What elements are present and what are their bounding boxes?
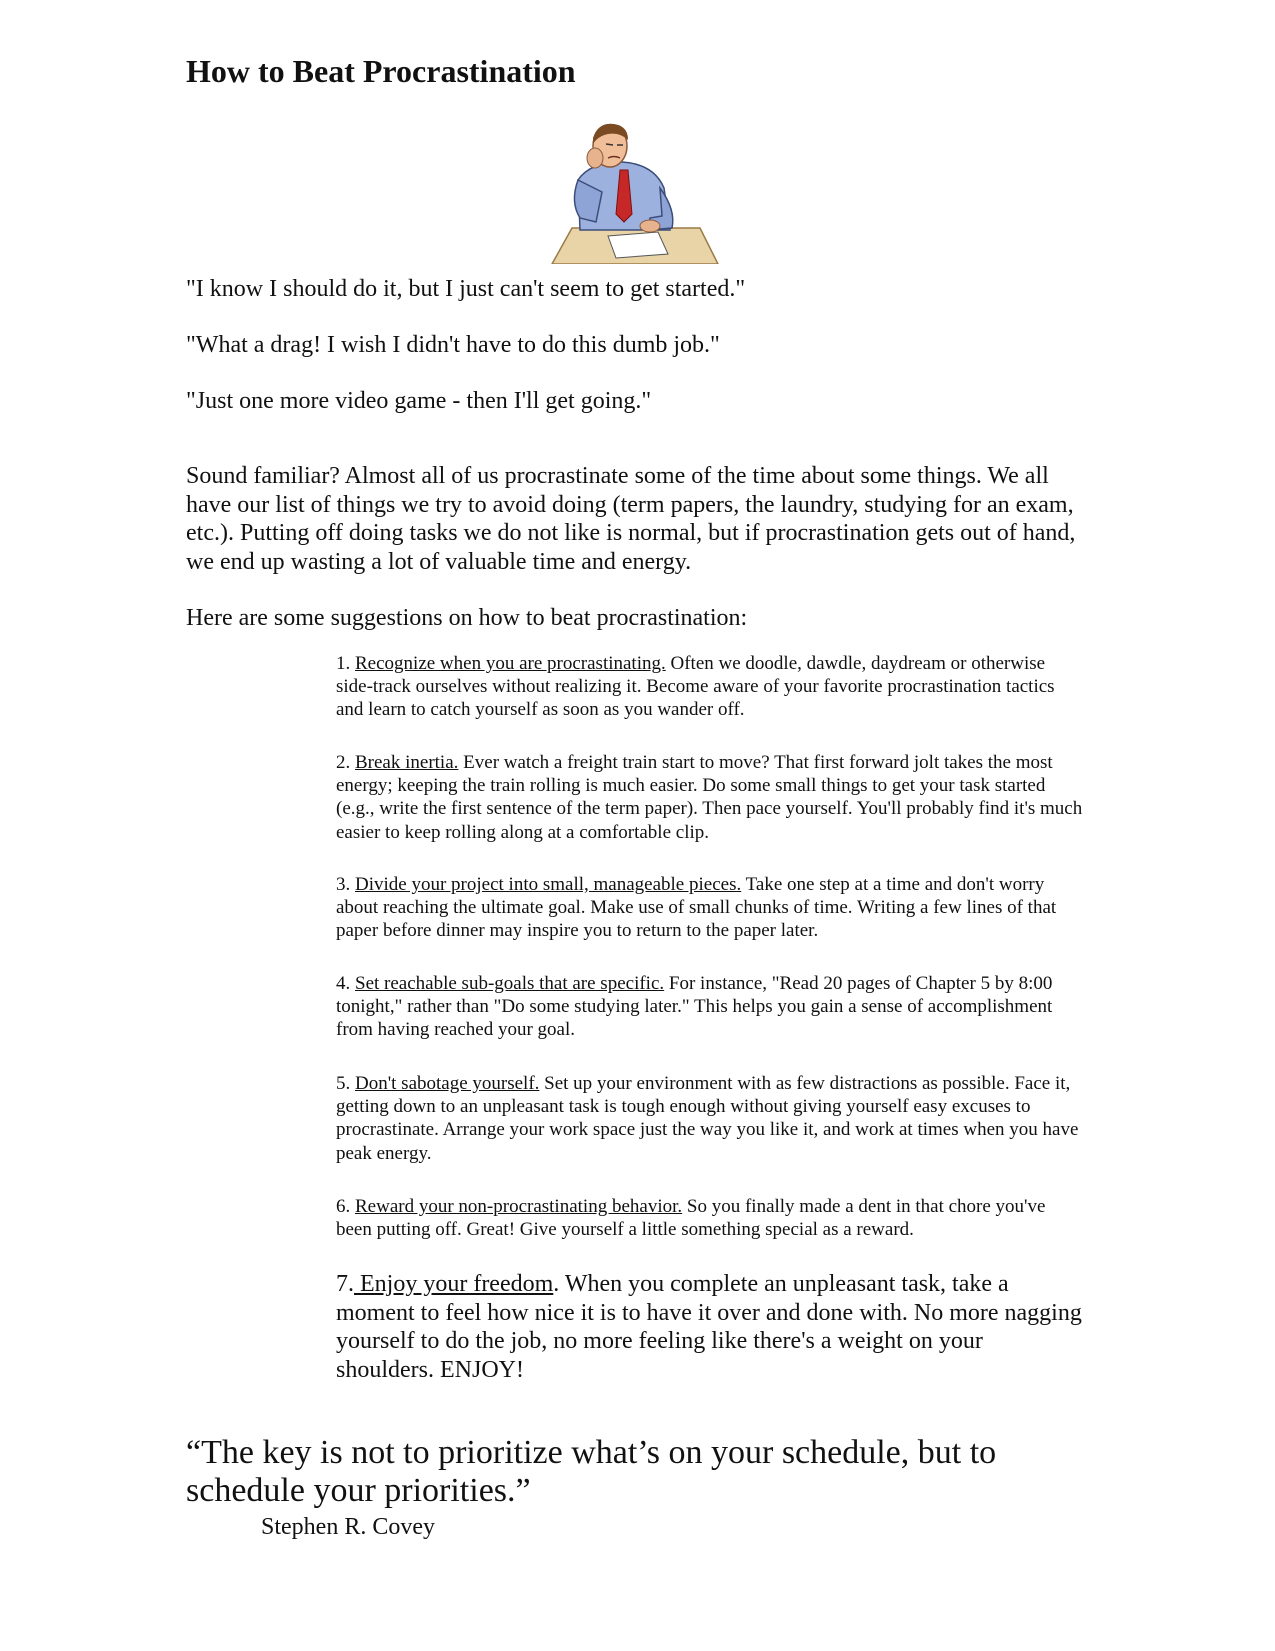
tip-text: Take one step at a time and don't worry about reaching the ultimate goal. Make use of small chunks of time. Writing a few lines of that paper before dinner may inspire you to return to the paper later.	[336, 874, 1057, 942]
tip-number: 3.	[336, 874, 355, 895]
tip-number: 1.	[336, 653, 355, 674]
quote-2: "What a drag! I wish I didn't have to do this dumb job."	[186, 332, 720, 358]
tip-text: . When you complete an unpleasant task, take a moment to feel how nice it is to have it over and done with. No more nagging yourself to do the job, no more feeling like there's a weight on your shoulders. ENJOY!	[336, 1271, 1082, 1383]
tip-text: So you finally made a dent in that chore you've been putting off. Great! Give yourself a little something special as a reward.	[336, 1196, 1046, 1241]
closing-quote-author: Stephen R. Covey	[261, 1514, 435, 1540]
tip-text: For instance, "Read 20 pages of Chapter 5 by 8:00 tonight," rather than "Do some studying later." This helps you gain a sense of accomplishment from having reached your goal.	[336, 973, 1053, 1041]
tip-heading: Set reachable sub-goals that are specific.	[355, 973, 665, 994]
tip-text: Set up your environment with as few distractions as possible. Face it, getting down to an unpleasant task is tough enough without giving yourself easy excuses to procrastinate. Arrange your work space just the way you like it, and work at times when you have peak energy.	[336, 1073, 1079, 1164]
tip-heading: Recognize when you are procrastinating.	[355, 653, 666, 674]
page-title: How to Beat Procrastination	[186, 53, 576, 89]
tip-heading: Divide your project into small, manageable pieces.	[355, 874, 742, 895]
tip-heading: Reward your non-procrastinating behavior.	[355, 1196, 683, 1217]
tip-3	[336, 873, 1086, 943]
tip-6	[336, 1195, 1086, 1241]
tip-7	[336, 1270, 1086, 1384]
tip-2	[336, 751, 1086, 844]
suggestions-intro: Here are some suggestions on how to beat procrastination:	[186, 605, 748, 631]
man-at-desk-bored-icon	[550, 118, 720, 264]
quote-1: "I know I should do it, but I just can't seem to get started."	[186, 276, 746, 302]
tip-heading: Don't sabotage yourself.	[355, 1073, 540, 1094]
intro-paragraph: Sound familiar? Almost all of us procrastinate some of the time about some things. We all have our list of things we try to avoid doing (term papers, the laundry, studying for an exam, etc.). Putting off doing tasks we do not like is normal, but if procrastination gets out of hand, we end up wasting a lot of valuable time and energy.	[186, 463, 1076, 575]
quote-3: "Just one more video game - then I'll get going."	[186, 388, 652, 414]
tip-heading: Break inertia.	[355, 752, 459, 773]
tip-text: Ever watch a freight train start to move? That first forward jolt takes the most energy; keeping the train rolling is much easier. Do some small things to get your task started (e.g., write the first sentence of the term paper). Then pace yourself. You'll probably find it's much easier to keep rolling along at a comfortable clip.	[336, 752, 1083, 843]
closing-quote: “The key is not to prioritize what’s on your schedule, but to schedule your priorities.”	[186, 1434, 997, 1509]
tip-number: 7.	[336, 1271, 354, 1297]
tip-5	[336, 1072, 1086, 1165]
tip-heading: Enjoy your freedom	[354, 1271, 554, 1297]
tip-text: Often we doodle, dawdle, daydream or otherwise side-track ourselves without realizing it. Become aware of your favorite procrastination tactics and learn to catch yourself as soon as you wander off.	[336, 653, 1055, 721]
tip-number: 2.	[336, 752, 355, 773]
tip-number: 4.	[336, 973, 355, 994]
tip-number: 5.	[336, 1073, 355, 1094]
tip-number: 6.	[336, 1196, 355, 1217]
tip-1	[336, 652, 1086, 722]
tip-4	[336, 972, 1086, 1042]
